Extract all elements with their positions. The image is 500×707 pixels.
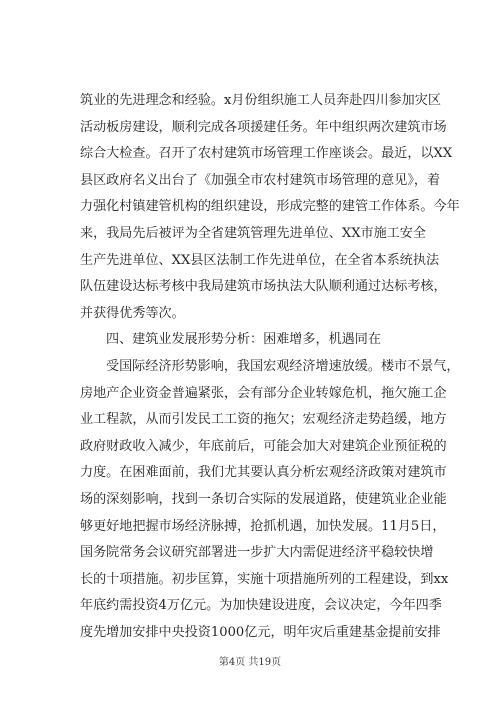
text-line: 队伍建设达标考核中我局建筑市场执法大队顺利通过达标考核，: [80, 279, 447, 295]
text-line: 生产先进单位、XX县区法制工作先进单位，在全省本系统执法: [80, 252, 440, 268]
page-number-label: 第4页 共19页: [218, 657, 282, 668]
text-line: 力度。在困难面前，我们尤其要认真分析宏观经济政策对建筑市: [80, 465, 447, 481]
text-line: 力强化村镇建管机构的组织建设，形成完整的建管工作体系。今年: [80, 199, 460, 215]
text-line: 国务院常务会议研究部署进一步扩大内需促进经济平稳较快增: [80, 545, 434, 561]
text-line: 长的十项措施。初步匡算，实施十项措施所列的工程建设，到xx: [80, 571, 449, 587]
text-line: 活动板房建设，顺利完成各项援建任务。年中组织两次建筑市场: [80, 119, 447, 135]
text-line: 场的深刻影响，找到一条切合实际的发展道路，使建筑业企业能: [80, 491, 447, 507]
text-line: 房地产企业资金普遍紧张，会有部分企业转嫁危机，拖欠施工企: [80, 385, 447, 401]
text-line: 年底约需投资4万亿元。为加快建设进度，会议决定，今年四季: [80, 598, 442, 614]
text-line: 来，我局先后被评为全省建筑管理先进单位、XX市施工安全: [80, 225, 426, 241]
text-line: 政府财政收入减少，年底前后，可能会加大对建筑企业预征税的: [80, 438, 447, 454]
text-line: 综合大检查。召开了农村建筑市场管理工作座谈会。最近，以XX: [80, 146, 453, 162]
page-footer: [0, 653, 500, 668]
body-text: [80, 88, 460, 646]
section-heading: 四、建筑业发展形势分析：困难增多，机遇同在: [106, 332, 381, 348]
text-line: 受国际经济形势影响，我国宏观经济增速放缓。楼市不景气，: [106, 358, 460, 374]
text-line: 县区政府名义出台了《加强全市农村建筑市场管理的意见》，着: [80, 172, 441, 188]
text-line: 够更好地把握市场经济脉搏，抢抓机遇，加快发展。11月5日，: [80, 518, 446, 534]
text-line: 业工程款，从而引发民工工资的拖欠；宏观经济走势趋缓，地方: [80, 412, 447, 428]
text-line: 筑业的先进理念和经验。x月份组织施工人员奔赴四川参加灾区: [80, 93, 441, 108]
text-line: 度先增加安排中央投资1000亿元，明年灾后重建基金提前安排: [80, 624, 441, 640]
text-line: 并获得优秀等次。: [80, 305, 185, 321]
